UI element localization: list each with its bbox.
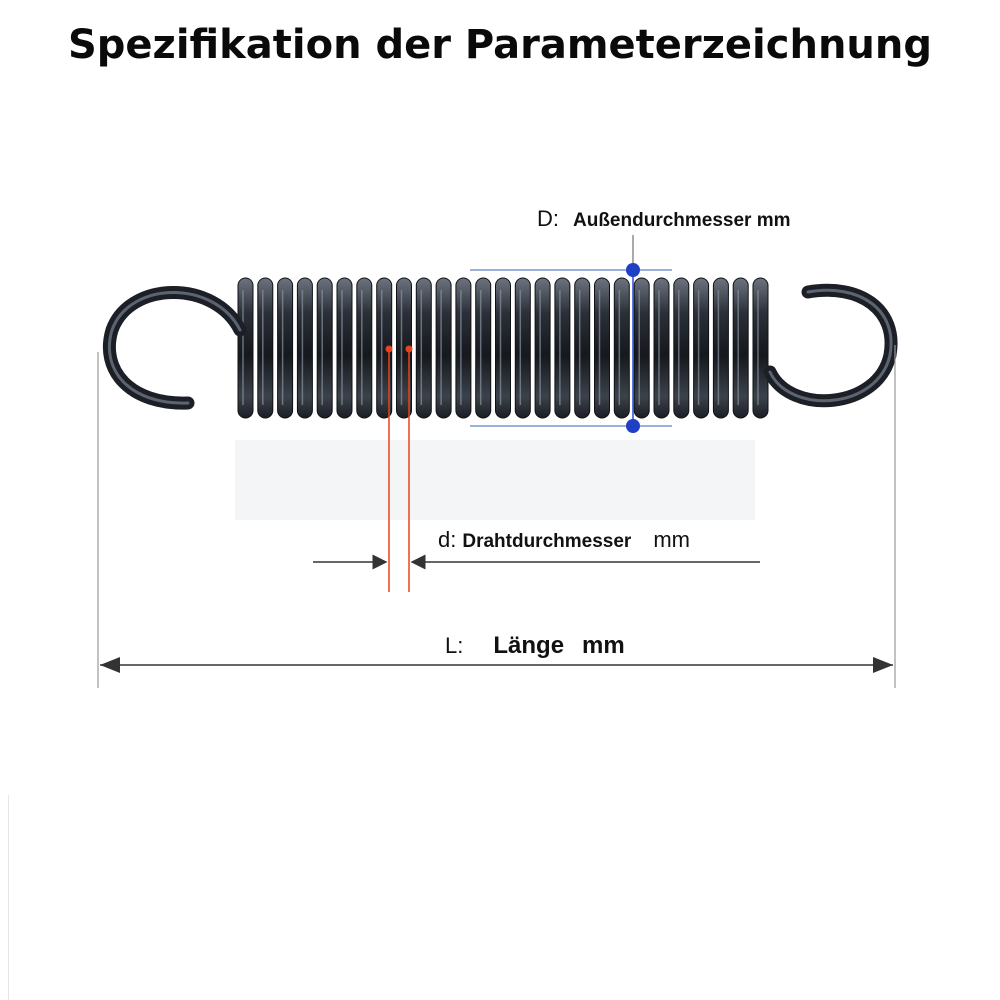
- wire-diameter-key: d:: [438, 527, 457, 552]
- spring-coil: [436, 278, 451, 418]
- length-arrow-left-icon: [100, 657, 120, 673]
- wire-left-marker: [386, 346, 393, 353]
- wire-right-marker: [406, 346, 413, 353]
- spring-coil: [317, 278, 332, 418]
- spring-coil: [555, 278, 570, 418]
- spring-coil: [278, 278, 293, 418]
- wire-diameter-label: [438, 527, 690, 553]
- spring-coil: [713, 278, 728, 418]
- spring-coil: [496, 278, 511, 418]
- outer-diameter-bottom-marker: [626, 419, 640, 433]
- spring-shadow: [235, 440, 755, 520]
- scan-edge-line: [8, 795, 9, 1000]
- length-text: Länge: [493, 632, 565, 659]
- spring-coil: [357, 278, 372, 418]
- outer-diameter-text: Außendurchmesser mm: [573, 210, 791, 231]
- outer-diameter-top-marker: [626, 263, 640, 277]
- spring-coil: [456, 278, 471, 418]
- spring-coil: [674, 278, 689, 418]
- wire-diameter-text: Drahtdurchmesser: [462, 531, 632, 552]
- spring-coil: [258, 278, 273, 418]
- page-title: Spezifikation der Parameterzeichnung: [67, 22, 933, 68]
- spring-coil: [614, 278, 629, 418]
- right-hook: [770, 290, 891, 400]
- spring-coil: [654, 278, 669, 418]
- spring-coil: [297, 278, 312, 418]
- spring-coil: [575, 278, 590, 418]
- spring-coil: [416, 278, 431, 418]
- outer-diameter-label: [537, 206, 791, 232]
- spring-coil: [515, 278, 530, 418]
- outer-diameter-key: D:: [537, 206, 559, 231]
- spring-coil: [694, 278, 709, 418]
- spring-coil: [733, 278, 748, 418]
- spring-coil: [476, 278, 491, 418]
- left-hook: [109, 293, 240, 404]
- length-unit: mm: [582, 632, 625, 659]
- spring-coil: [634, 278, 649, 418]
- spring-coil: [753, 278, 768, 418]
- spring-image: [238, 278, 768, 418]
- spring-coil: [238, 278, 253, 418]
- length-arrow-right-icon: [873, 657, 893, 673]
- spring-coil: [595, 278, 610, 418]
- length-label: [445, 632, 625, 660]
- length-key: L:: [445, 633, 464, 658]
- spring-coil: [337, 278, 352, 418]
- wire-diameter-unit: mm: [653, 527, 690, 552]
- spring-coil: [535, 278, 550, 418]
